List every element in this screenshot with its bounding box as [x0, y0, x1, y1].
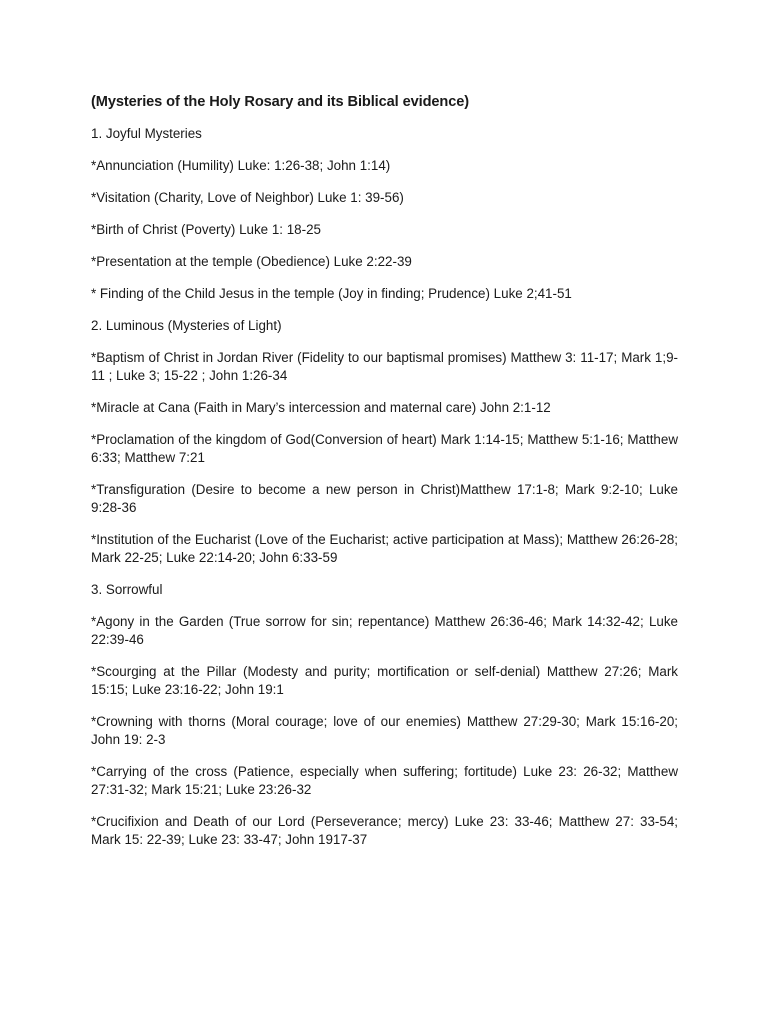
mystery-carrying-cross: *Carrying of the cross (Patience, especially when suffering; fortitude) Luke 23: 26-32; Matthew 27:31-32; Mark 15:21; Luke 23:26-32 — [91, 764, 678, 797]
mystery-miracle-at-cana: *Miracle at Cana (Faith in Mary’s intercession and maternal care) John 2:1-12 — [91, 400, 551, 415]
mystery-crowning-with-thorns: *Crowning with thorns (Moral courage; love of our enemies) Matthew 27:29-30; Mark 15:16-20; John 19: 2-3 — [91, 714, 678, 747]
mystery-eucharist: *Institution of the Eucharist (Love of the Eucharist; active participation at Mass); Matthew 26:26-28; Mark 22-25; Luke 22:14-20; John 6:33-59 — [91, 532, 678, 565]
section-heading-sorrowful: 3. Sorrowful — [91, 582, 163, 597]
section-heading-joyful: 1. Joyful Mysteries — [91, 126, 202, 141]
mystery-birth-of-christ: *Birth of Christ (Poverty) Luke 1: 18-25 — [91, 222, 321, 237]
mystery-presentation: *Presentation at the temple (Obedience) Luke 2:22-39 — [91, 254, 412, 269]
mystery-visitation: *Visitation (Charity, Love of Neighbor) Luke 1: 39-56) — [91, 190, 404, 205]
mystery-annunciation: *Annunciation (Humility) Luke: 1:26-38; John 1:14) — [91, 158, 391, 173]
mystery-agony-in-garden: *Agony in the Garden (True sorrow for sin; repentance) Matthew 26:36-46; Mark 14:32-42; Luke 22:39-46 — [91, 614, 678, 647]
mystery-crucifixion: *Crucifixion and Death of our Lord (Perseverance; mercy) Luke 23: 33-46; Matthew 27: 33-54; Mark 15: 22-39; Luke 23: 33-47; John 1917-37 — [91, 814, 678, 847]
document-title: (Mysteries of the Holy Rosary and its Biblical evidence) — [91, 94, 470, 110]
mystery-transfiguration: *Transfiguration (Desire to become a new person in Christ)Matthew 17:1-8; Mark 9:2-10; Luke 9:28-36 — [91, 482, 678, 515]
mystery-scourging: *Scourging at the Pillar (Modesty and purity; mortification or self-denial) Matthew 27:26; Mark 15:15; Luke 23:16-22; John 19:1 — [91, 664, 678, 697]
mystery-finding-in-temple: * Finding of the Child Jesus in the temple (Joy in finding; Prudence) Luke 2;41-51 — [91, 286, 572, 301]
mystery-baptism: *Baptism of Christ in Jordan River (Fidelity to our baptismal promises) Matthew 3: 11-17; Mark 1;9-11 ; Luke 3; 15-22 ; John 1:26-34 — [91, 350, 678, 383]
section-heading-luminous: 2. Luminous (Mysteries of Light) — [91, 318, 282, 333]
document-body — [91, 93, 678, 863]
mystery-proclamation: *Proclamation of the kingdom of God(Conversion of heart) Mark 1:14-15; Matthew 5:1-16; Matthew 6:33; Matthew 7:21 — [91, 432, 678, 465]
